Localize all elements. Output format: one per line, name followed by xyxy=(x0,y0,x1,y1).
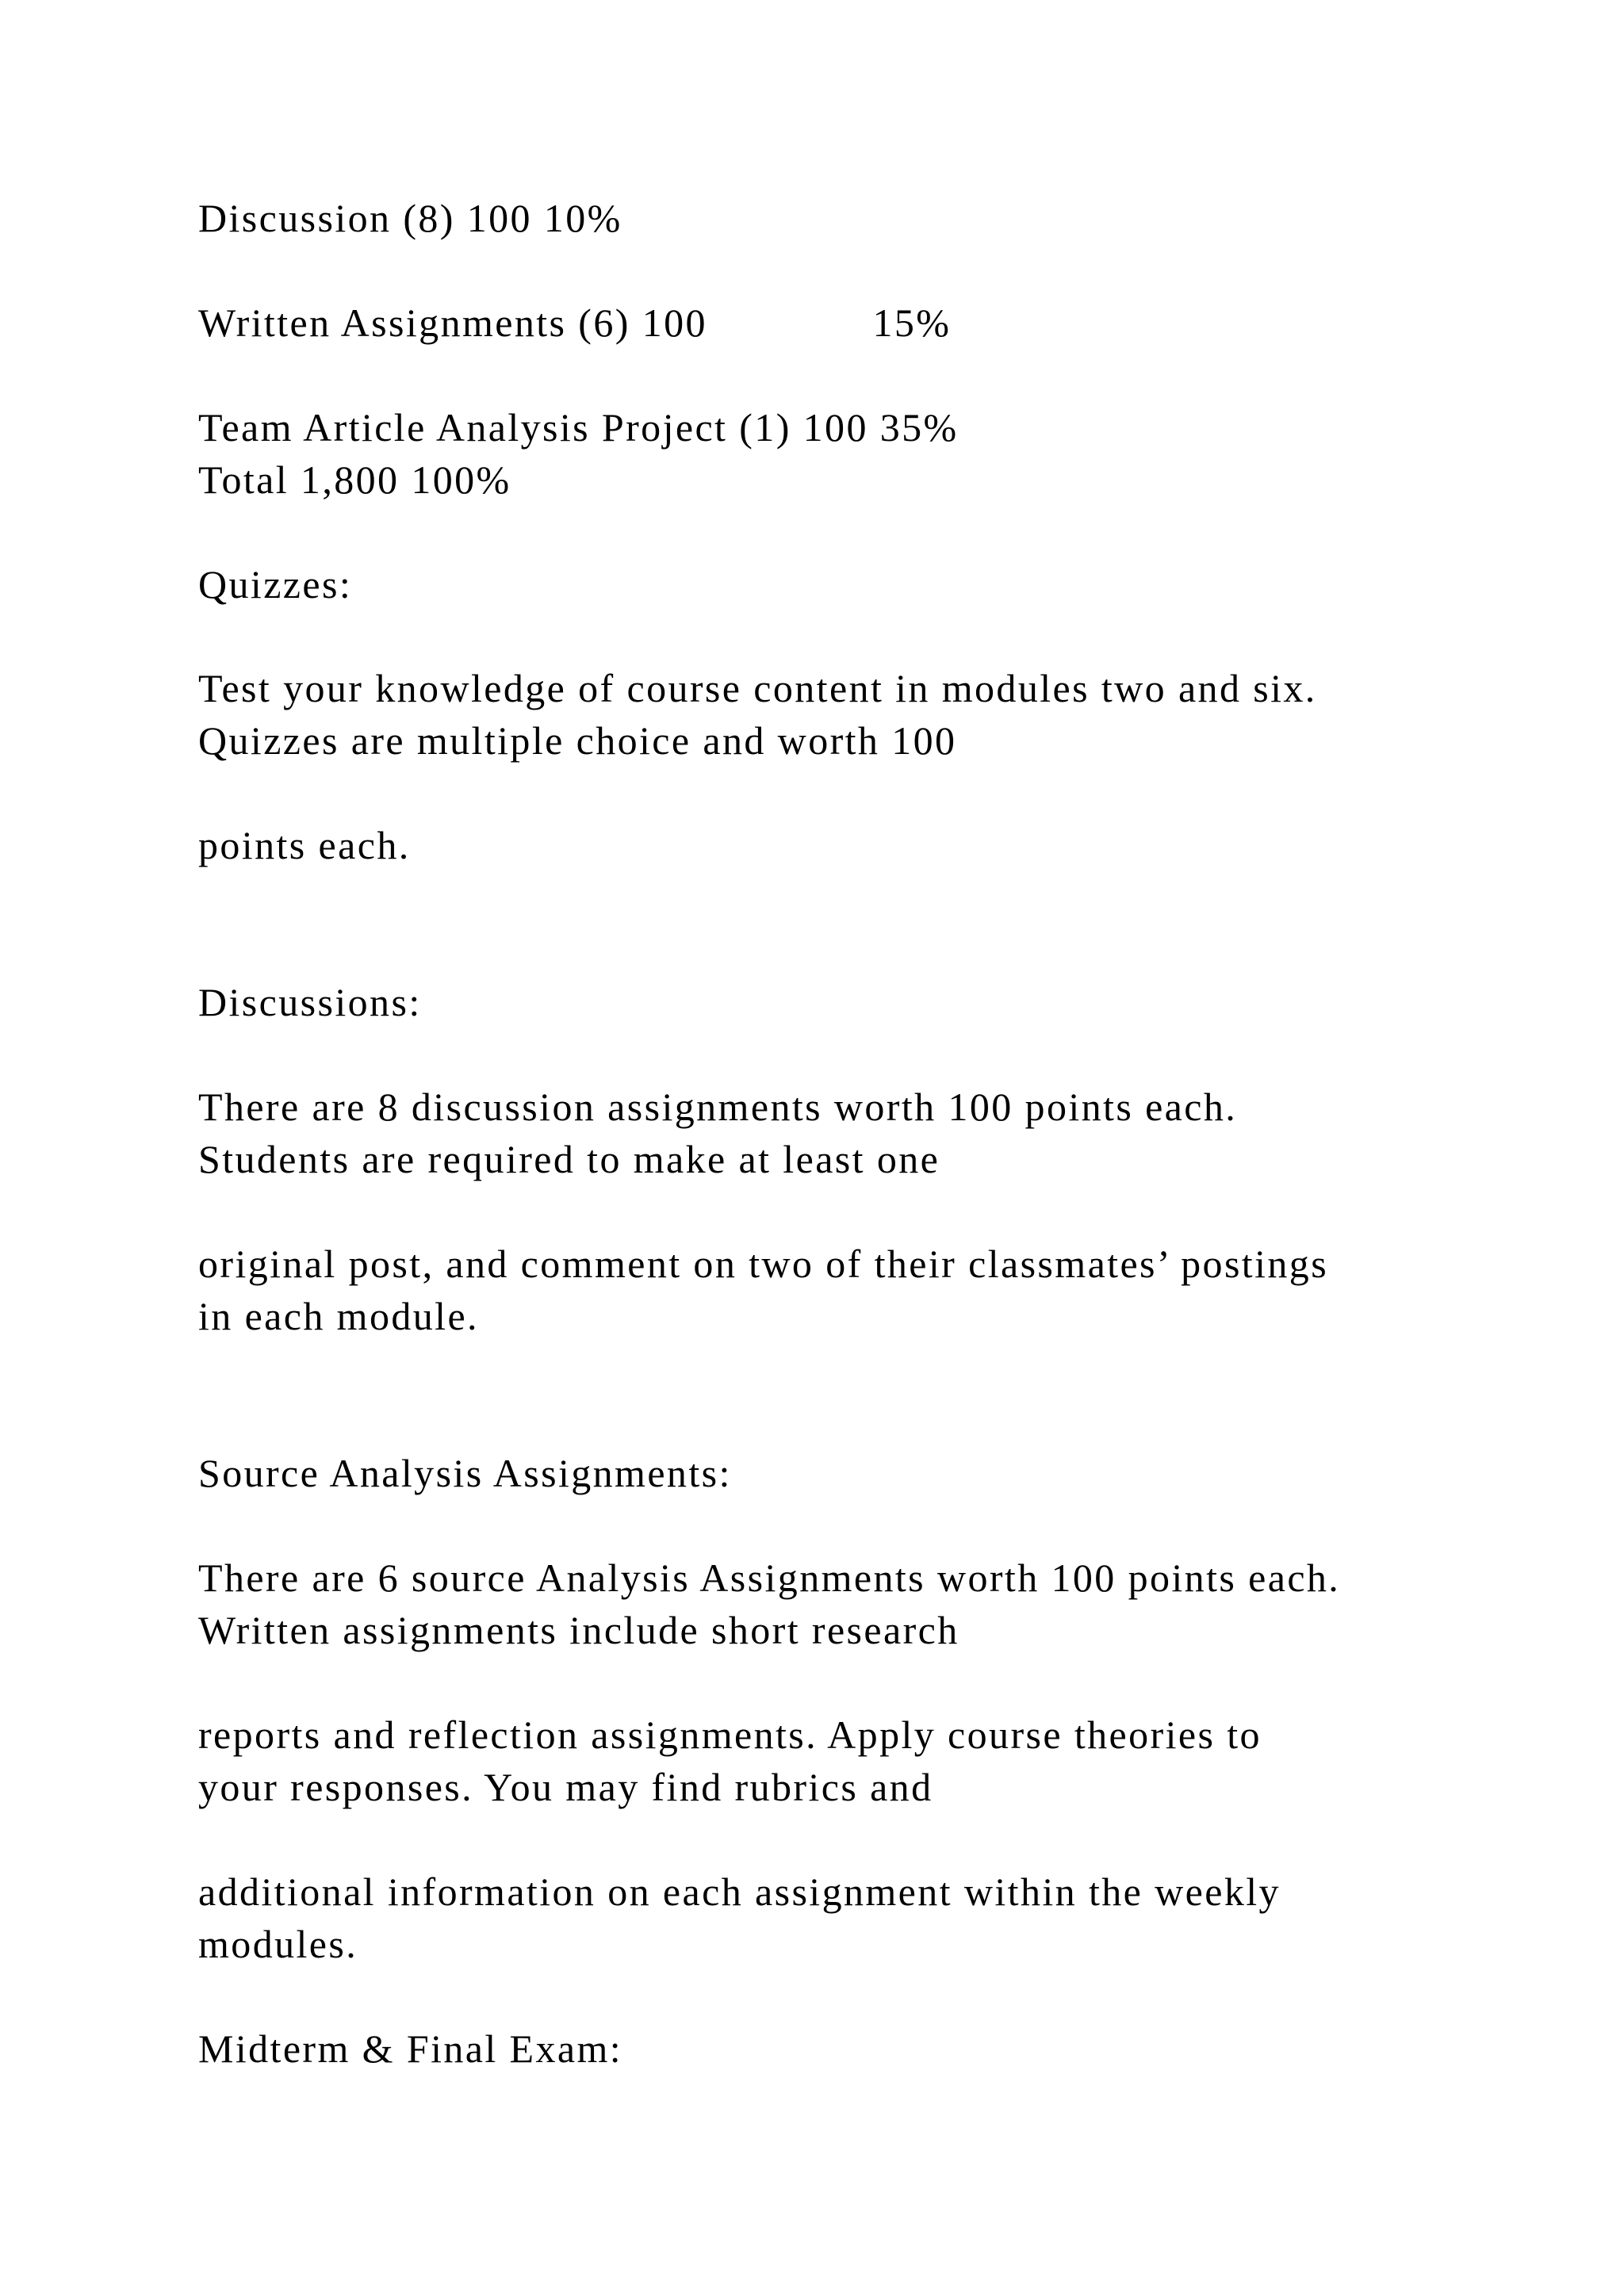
heading-source-analysis-assignments: Source Analysis Assignments: xyxy=(198,1451,732,1495)
paragraph-line: Test your knowledge of course content in modules two and six. xyxy=(198,666,1317,710)
paragraph-line: Students are required to make at least one xyxy=(198,1137,940,1181)
heading-discussions: Discussions: xyxy=(198,980,422,1024)
paragraph-line: additional information on each assignment within the weekly xyxy=(198,1869,1281,1914)
paragraph-line: Written assignments include short research xyxy=(198,1608,959,1652)
grade-row-team-project: Team Article Analysis Project (1) 100 35% xyxy=(198,405,959,450)
paragraph-line: modules. xyxy=(198,1922,358,1966)
paragraph-line: There are 6 source Analysis Assignments worth 100 points each. xyxy=(198,1556,1341,1600)
paragraph-line: points each. xyxy=(198,823,411,867)
grade-row-total: Total 1,800 100% xyxy=(198,457,511,502)
grade-row-written-assignments: Written Assignments (6) 100 15% xyxy=(198,300,952,345)
grade-row-discussion: Discussion (8) 100 10% xyxy=(198,196,622,240)
paragraph-line: original post, and comment on two of their classmates’ postings xyxy=(198,1242,1329,1286)
heading-quizzes: Quizzes: xyxy=(198,562,353,607)
paragraph-line: reports and reflection assignments. Apply course theories to xyxy=(198,1712,1262,1757)
paragraph-line: in each module. xyxy=(198,1294,479,1338)
paragraph-line: your responses. You may find rubrics and xyxy=(198,1765,933,1809)
paragraph-line: There are 8 discussion assignments worth 100 points each. xyxy=(198,1085,1238,1129)
heading-midterm-final-exam: Midterm & Final Exam: xyxy=(198,2026,623,2071)
paragraph-line: Quizzes are multiple choice and worth 100 xyxy=(198,718,957,763)
